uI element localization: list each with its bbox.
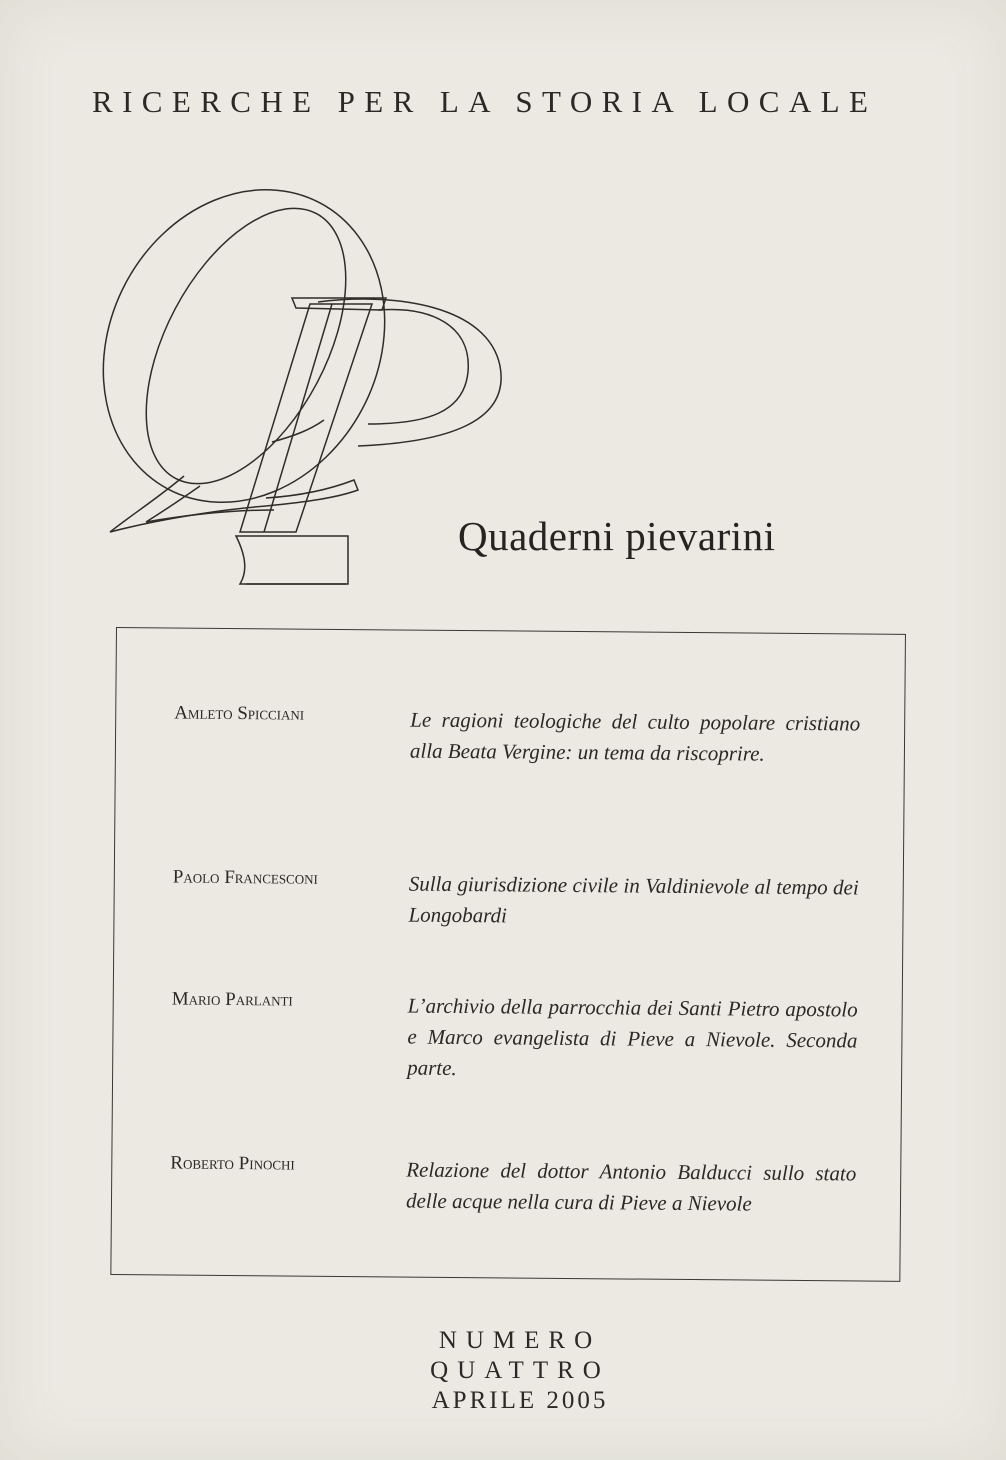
issue-info xyxy=(300,1326,740,1416)
author-name: Amleto Spicciani xyxy=(174,702,305,725)
article-title: Relazione del dottor Antonio Balducci sullo stato delle acque nella cura di Pieve a Nievole xyxy=(405,1157,857,1216)
issue-date: APRILE 2005 xyxy=(431,1387,609,1414)
issue-number-line: NUMERO xyxy=(438,1327,602,1354)
series-title: RICERCHE PER LA STORIA LOCALE xyxy=(92,84,878,119)
qp-monogram-icon xyxy=(96,180,516,600)
article-title: Sulla giurisdizione civile in Valdinievole al tempo dei Longobardi xyxy=(408,871,859,928)
journal-title: Quaderni pievarini xyxy=(458,513,776,559)
author-name: Roberto Pinochi xyxy=(170,1152,295,1175)
contents-entry xyxy=(114,988,902,1080)
article-title: Le ragioni teologiche del culto popolare cristiano alla Beata Vergine: un tema da riscoprire. xyxy=(409,707,861,766)
issue-number-line: QUATTRO xyxy=(430,1357,610,1384)
table-of-contents xyxy=(110,627,906,1282)
article-title: L’archivio della parrocchia dei Santi Pietro apostolo e Marco evangelista di Pieve a Nievole. Seconda parte. xyxy=(407,993,858,1080)
contents-entry xyxy=(112,1152,900,1216)
contents-entry xyxy=(116,702,904,766)
author-name: Paolo Francesconi xyxy=(172,866,318,889)
author-name: Mario Parlanti xyxy=(171,988,293,1011)
contents-entry xyxy=(115,866,903,928)
